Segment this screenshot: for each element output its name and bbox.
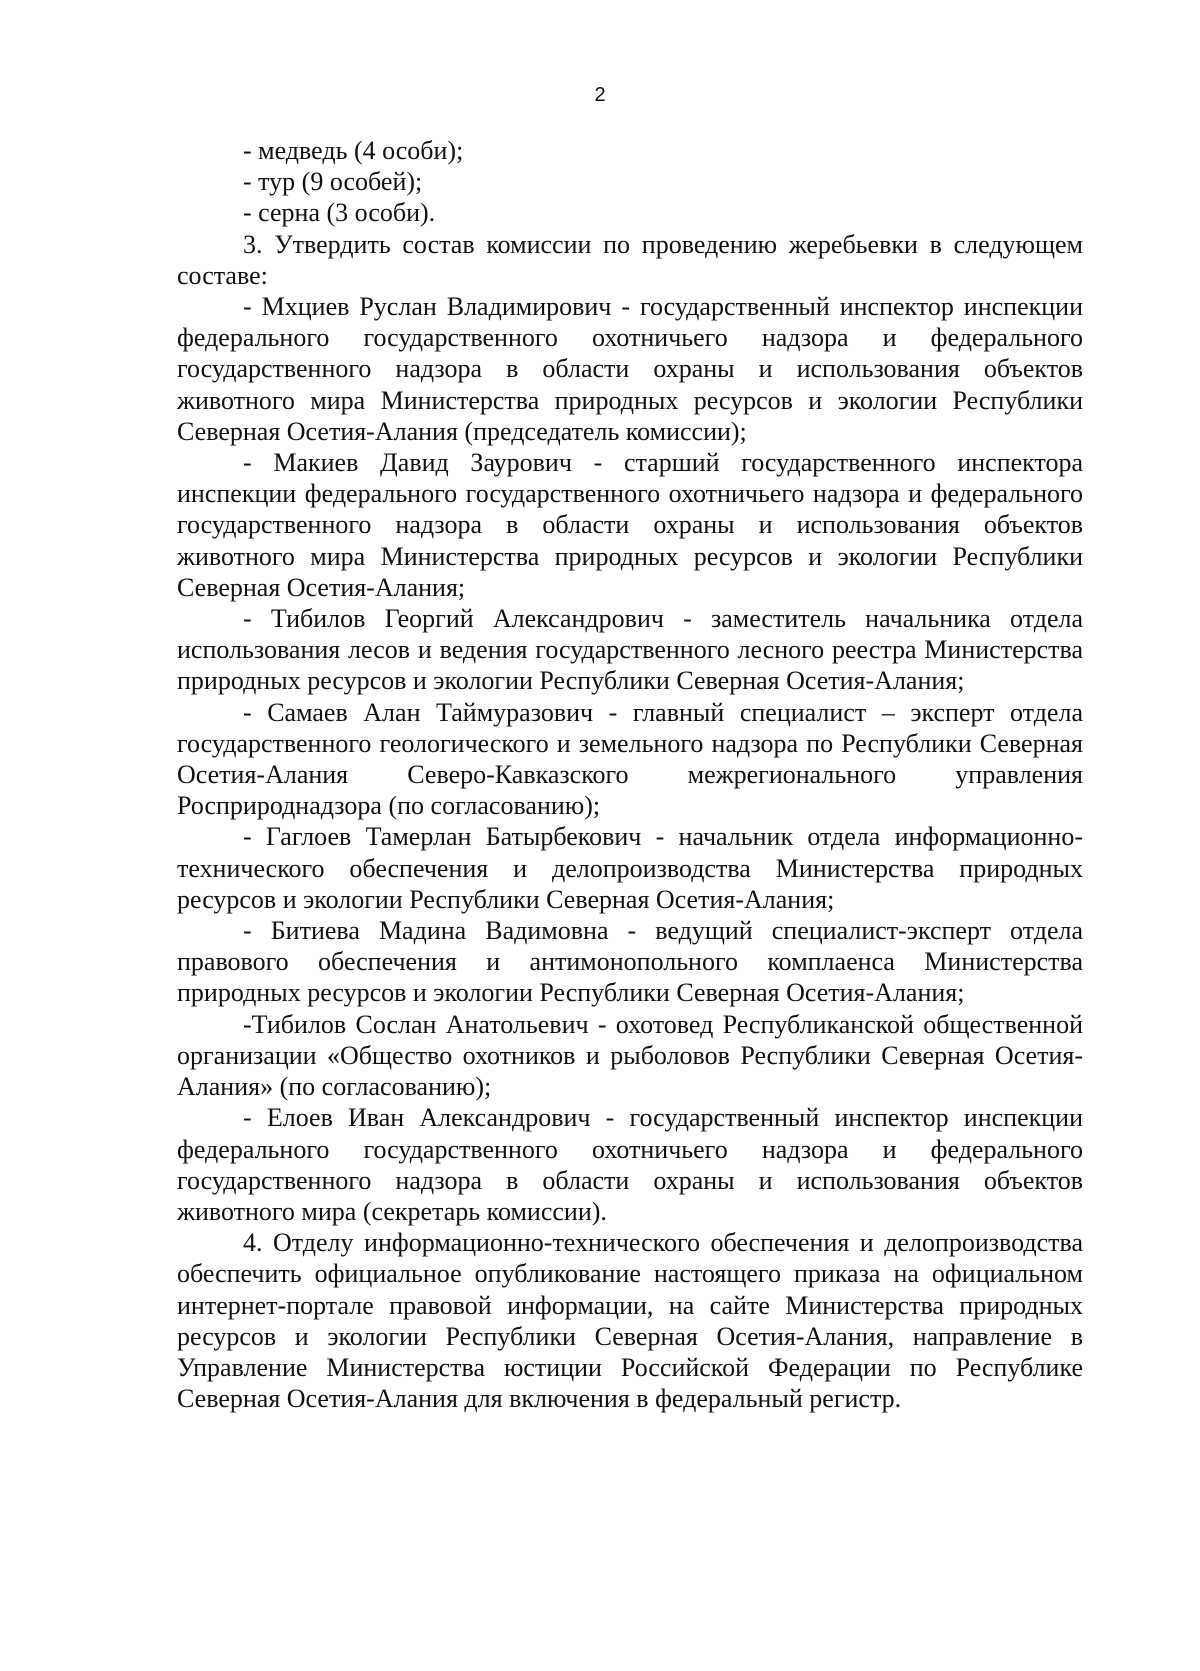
paragraph-member-bitieva: - Битиева Мадина Вадимовна - ведущий специалист-эксперт отдела правового обеспечения и антимонопольного комплаенса Министерства природных ресурсов и экологии Республики Северная Осетия-Алания;	[177, 916, 1083, 1008]
paragraph-item-3: 3. Утвердить состав комиссии по проведению жеребьевки в следующем составе:	[177, 229, 1083, 290]
paragraph-member-gagloev: - Гаглоев Тамерлан Батырбекович - начальник отдела информационно-технического обеспечения и делопроизводства Министерства природных ресурсов и экологии Республики Северная Осетия-Алания;	[177, 822, 1083, 914]
paragraph-tur: - тур (9 особей);	[243, 167, 423, 197]
paragraph-member-tibilov-georgy: - Тибилов Георгий Александрович - заместитель начальника отдела использования лесов и ведения государственного лесного реестра Министерства природных ресурсов и экологии Республики Северная Осетия-Алания;	[177, 604, 1083, 696]
paragraph-bear: - медведь (4 особи);	[243, 136, 464, 165]
paragraph-member-mkhtsiev: - Мхциев Руслан Владимирович - государственный инспектор инспекции федерального государственного охотничьего надзора и федерального государственного надзора в области охраны и использования объектов животного мира Министерства природных ресурсов и экологии Республики Северная Осетия-Алания (председатель комиссии);	[177, 292, 1083, 446]
paragraph-member-tibilov-soslan: -Тибилов Сослан Анатольевич - охотовед Республиканской общественной организации «Общество охотников и рыболовов Республики Северная Осетия-Алания» (по согласованию);	[177, 1009, 1083, 1102]
paragraph-member-makiev: - Макиев Давид Заурович - старший государственного инспектора инспекции федерального государственного охотничьего надзора и федерального государственного надзора в области охраны и использования объектов животного мира Министерства природных ресурсов и экологии Республики Северная Осетия-Алания;	[177, 448, 1083, 602]
paragraph-member-samaev: - Самаев Алан Таймуразович - главный специалист – эксперт отдела государственного геологического и земельного надзора по Республики Северная Осетия-Алания Северо-Кавказского межрегионального управления Росприроднадзора (по согласованию);	[177, 697, 1083, 821]
paragraph-member-eloev: - Елоев Иван Александрович - государственный инспектор инспекции федерального государственного охотничьего надзора и федерального государственного надзора в области охраны и использования объектов животного мира (секретарь комиссии).	[177, 1103, 1083, 1226]
page-number: 2	[594, 84, 606, 106]
paragraph-chamois: - серна (3 особи).	[243, 198, 436, 228]
document-body	[177, 135, 1083, 1414]
paragraph-item-4: 4. Отделу информационно-технического обеспечения и делопроизводства обеспечить официальное опубликование настоящего приказа на официальном интернет-портале правовой информации, на сайте Министерства природных ресурсов и экологии Республики Северная Осетия-Алания, направление в Управление Министерства юстиции Российской Федерации по Республике Северная Осетия-Алания для включения в федеральный регистр.	[177, 1228, 1083, 1414]
